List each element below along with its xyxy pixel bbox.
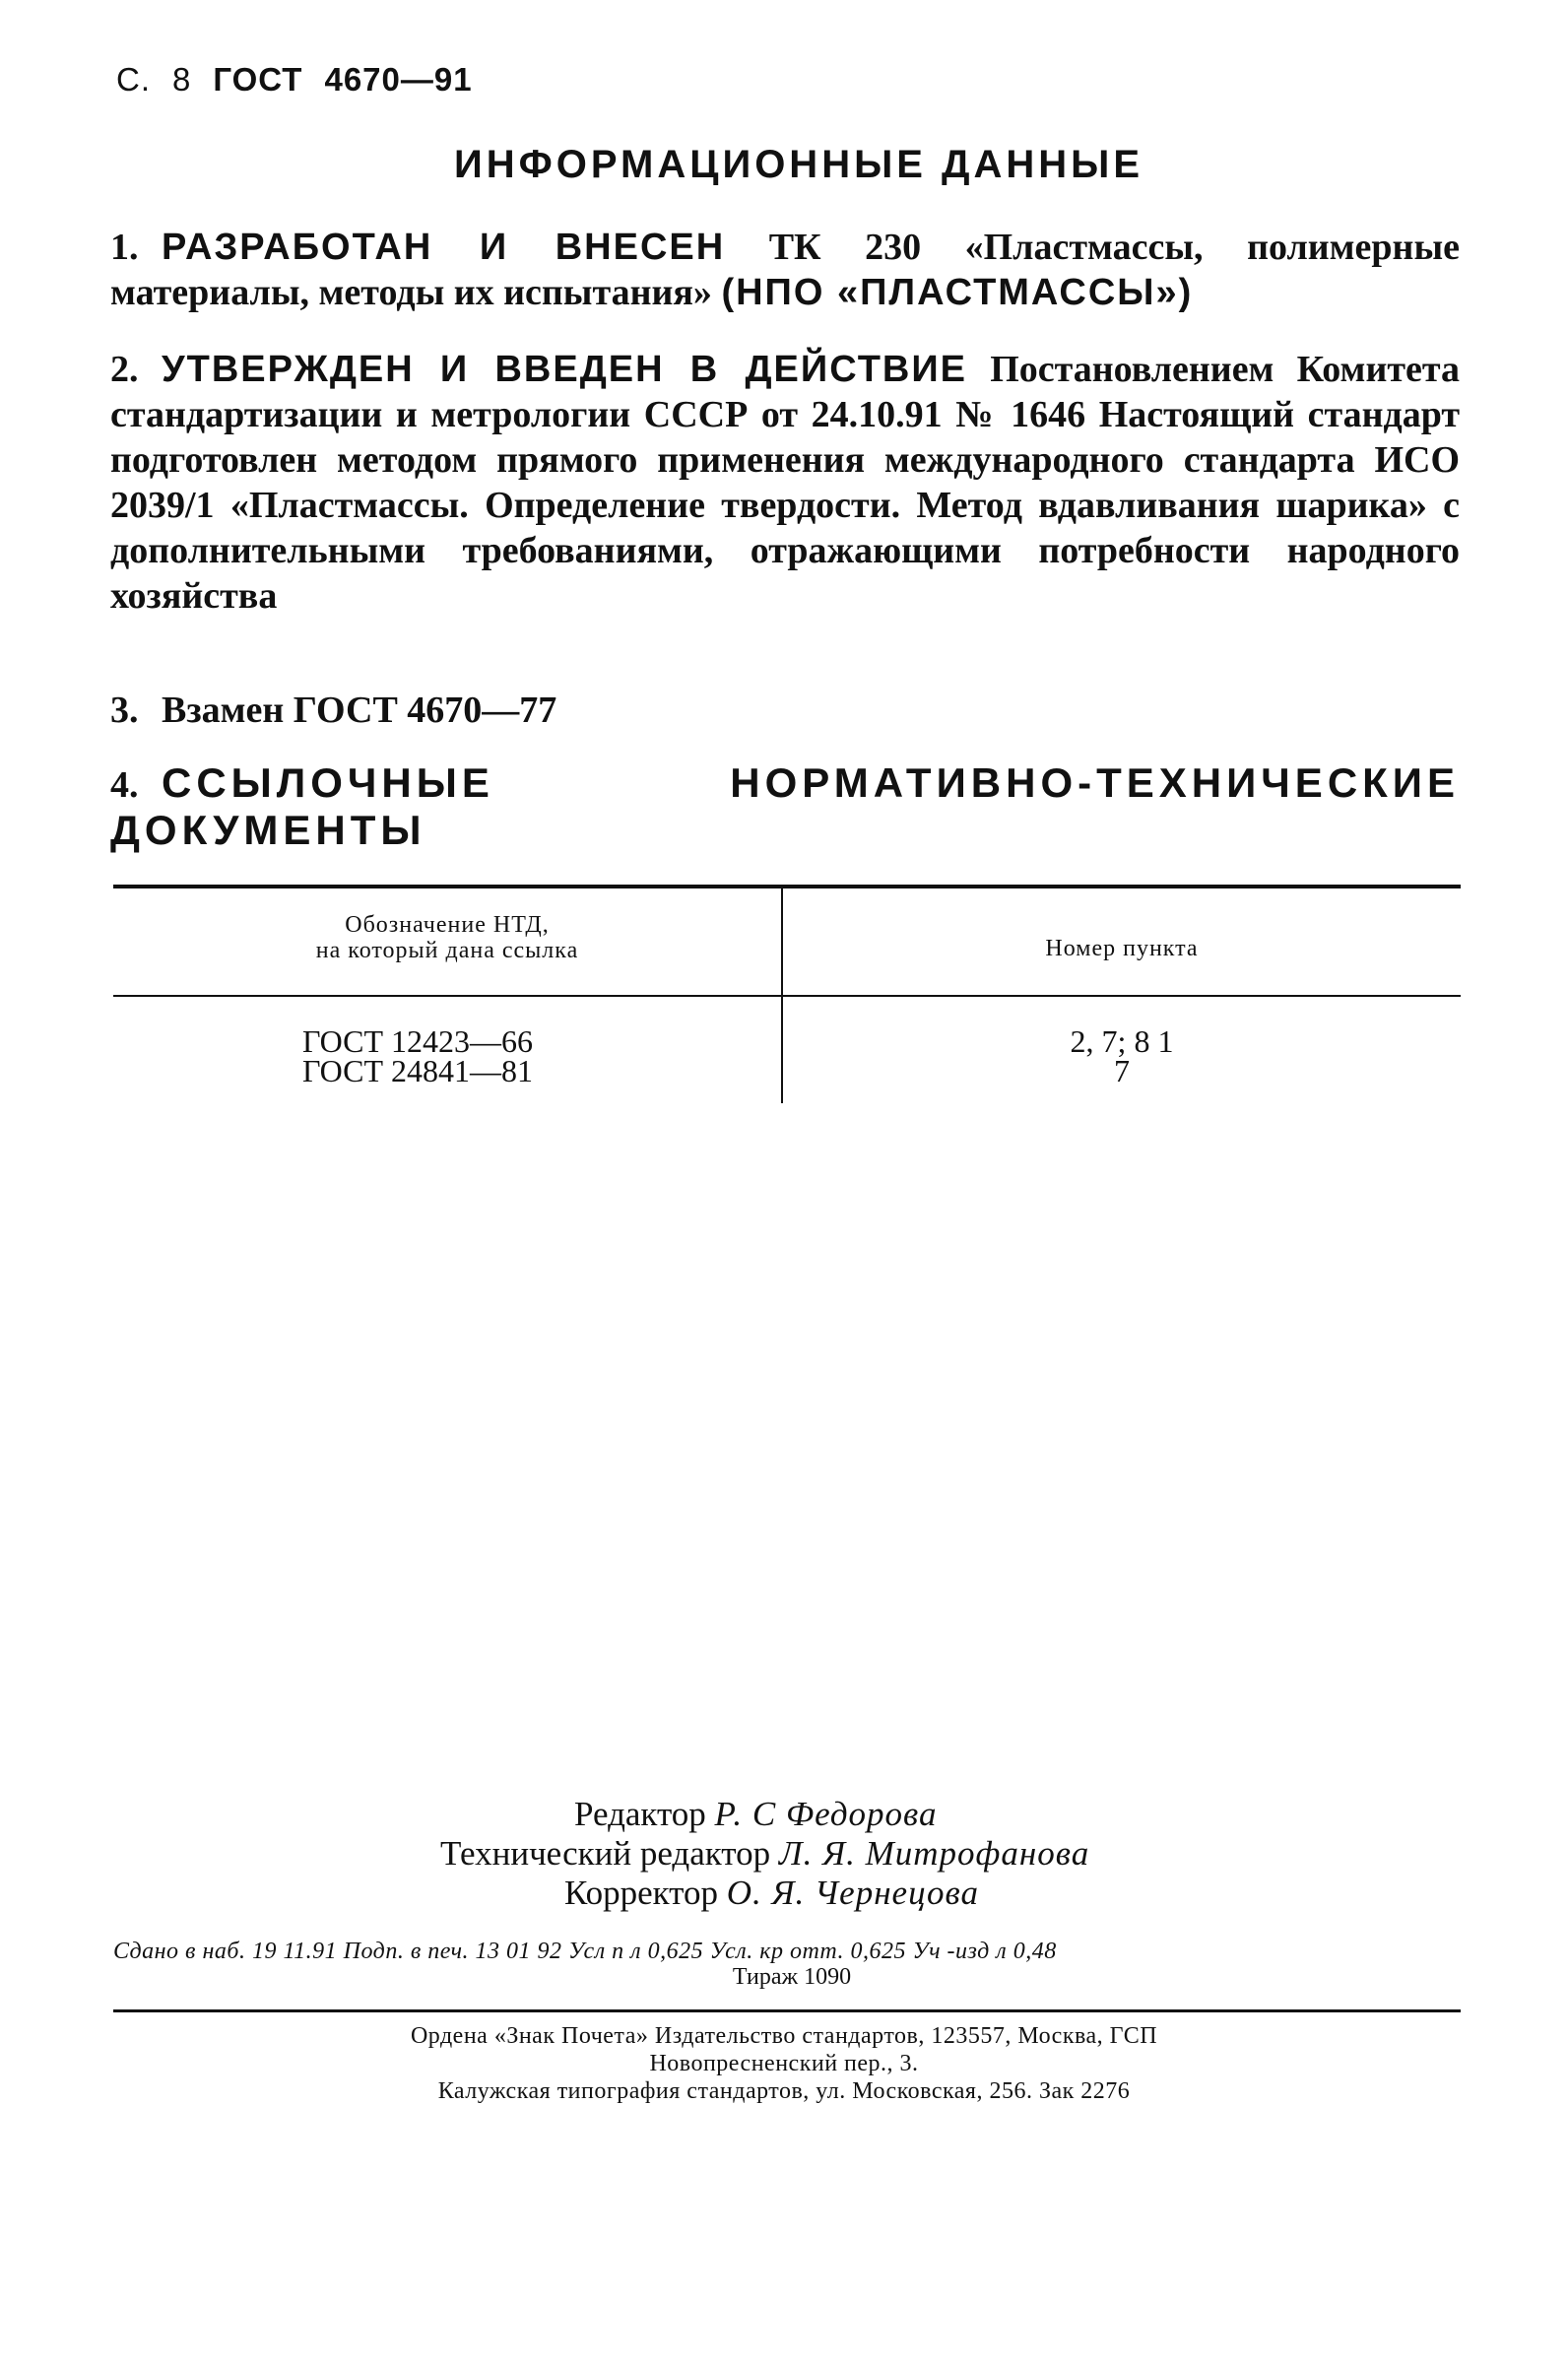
corrector-name: О. Я. Чернецова	[726, 1874, 979, 1912]
standard-number: 4670—91	[324, 61, 473, 98]
credits-block	[0, 1795, 1568, 1913]
publisher-block	[0, 2022, 1568, 2105]
table-cell-doc: ГОСТ 24841—81	[301, 1053, 534, 1088]
item-text: ТК 230 «Пластмассы, полимерные материалы, методы их испытания»	[110, 227, 1460, 313]
imprint-block	[113, 1939, 1461, 1990]
item-lead: УТВЕРЖДЕН И ВВЕДЕН В ДЕЙСТВИЕ	[162, 349, 968, 390]
header-doc-line2: на который дана ссылка	[315, 938, 579, 963]
item-text: Взамен ГОСТ 4670—77	[162, 690, 557, 731]
publisher-line-2: Новопресненский пер., 3.	[649, 2051, 919, 2076]
standard-label: ГОСТ	[213, 61, 303, 98]
item-number: 3.	[110, 690, 139, 731]
table-header	[113, 888, 1461, 995]
editor-line	[574, 1795, 1568, 1834]
editor-label: Редактор	[574, 1795, 706, 1833]
section-title: ИНФОРМАЦИОННЫЕ ДАННЫЕ	[453, 143, 1144, 186]
tech-editor-label: Технический редактор	[440, 1834, 771, 1873]
item-lead: ССЫЛОЧНЫЕ НОРМАТИВНО-ТЕХНИЧЕСКИЕ ДОКУМЕНТЫ	[110, 759, 1460, 853]
item-lead: РАЗРАБОТАН И ВНЕСЕН	[162, 227, 726, 268]
reference-table	[113, 885, 1461, 1103]
table-cell-clause: 2, 7; 8 1	[1070, 1023, 1174, 1059]
item-tail: (НПО «ПЛАСТМАССЫ»)	[721, 272, 1194, 313]
info-item-4	[110, 760, 1460, 855]
table-body	[113, 997, 1461, 1103]
header-doc	[113, 888, 783, 995]
tech-editor-line	[440, 1834, 1568, 1874]
corrector-line	[564, 1874, 1568, 1913]
table-cell-clause: 7	[1114, 1053, 1130, 1088]
page-header	[116, 61, 494, 99]
clause-column	[783, 997, 1461, 1103]
publisher-line-1: Ордена «Знак Почета» Издательство стандартов, 123557, Москва, ГСП	[410, 2023, 1158, 2049]
item-text: Постановлением Комитета стандартизации и метрологии СССР от 24.10.91 № 1646 Настоящий стандарт подготовлен методом прямого применения международного стандарта ИСО 2039/1 «Пластмассы. Определение твердости. Метод вдавливания шарика» с дополнительными требованиями, отражающими потребности народного хозяйства	[110, 349, 1460, 617]
header-clause: Номер пункта	[1045, 936, 1199, 961]
info-item-1	[110, 225, 1460, 315]
publisher-line-3: Калужская типография стандартов, ул. Московская, 256. Зак 2276	[437, 2078, 1131, 2104]
page-number: 8	[172, 61, 192, 98]
tech-editor-name: Л. Я. Митрофанова	[778, 1834, 1090, 1873]
info-item-3	[110, 688, 1460, 733]
imprint-rule	[113, 2009, 1461, 2012]
info-item-2	[110, 347, 1460, 619]
imprint-print-run: Тираж 1090	[732, 1964, 852, 1990]
imprint-run-line: Сдано в наб. 19 11.91 Подп. в печ. 13 01 92 Усл п л 0,625 Усл. кр отт. 0,625 Уч -изд л 0,48	[113, 1939, 1057, 1964]
doc-column	[113, 997, 783, 1103]
table-cell-doc: ГОСТ 12423—66	[301, 1023, 534, 1059]
page-label: С.	[116, 61, 151, 98]
corrector-label: Корректор	[564, 1874, 719, 1912]
item-number: 2.	[110, 349, 139, 390]
item-number: 1.	[110, 227, 139, 268]
item-number: 4.	[110, 764, 139, 806]
header-doc-line1: Обозначение НТД,	[345, 912, 550, 938]
editor-name: Р. С Федорова	[714, 1795, 938, 1833]
